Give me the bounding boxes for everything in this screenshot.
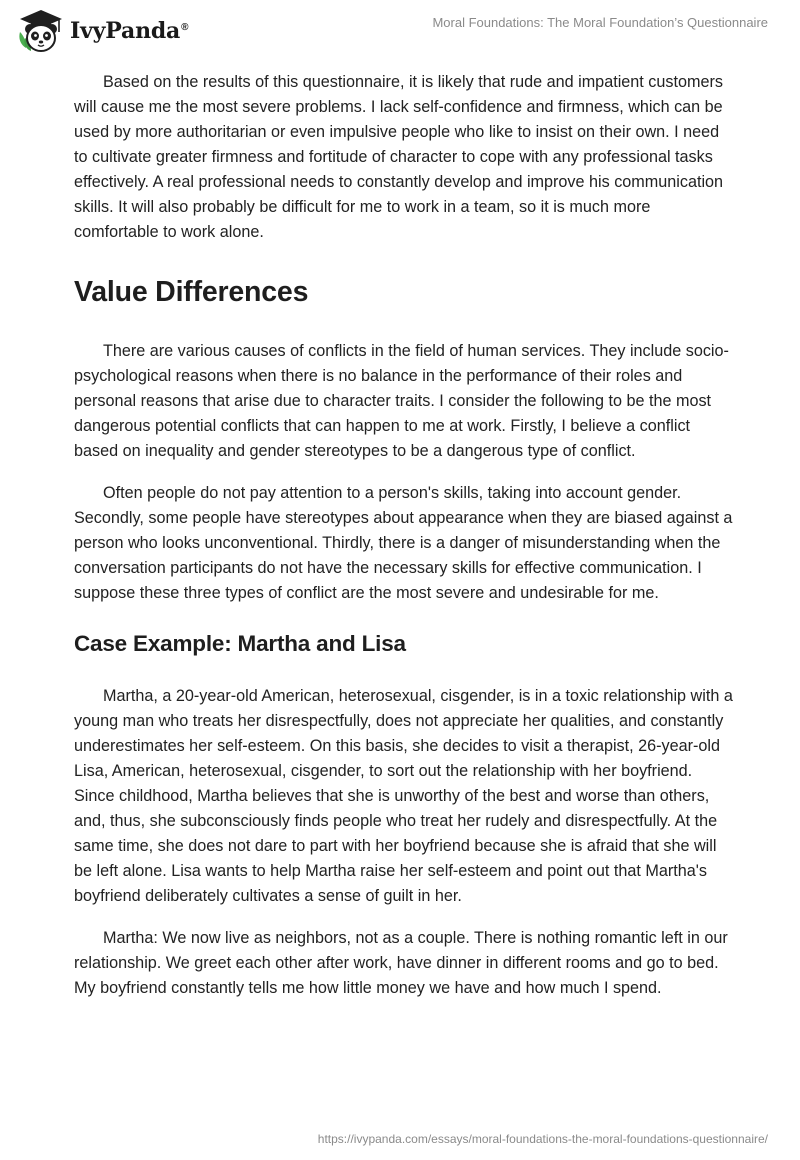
brand-name-text: IvyPanda — [70, 18, 181, 44]
source-url[interactable]: https://ivypanda.com/essays/moral-foundations-the-moral-foundations-questionnaire/ — [317, 1132, 768, 1146]
registered-mark: ® — [181, 21, 189, 33]
document-title: Moral Foundations: The Moral Foundation’s Questionnaire — [432, 15, 768, 30]
heading-value-differences: Value Differences — [74, 276, 309, 308]
article-body — [74, 70, 734, 1001]
heading-case-example: Case Example: Martha and Lisa — [74, 631, 406, 656]
page-header — [0, 0, 800, 60]
paragraph-questionnaire-results: Based on the results of this questionnaire, it is likely that rude and impatient customers will cause me the most severe problems. I lack self-confidence and firmness, which can be used by more authoritarian or even impulsive people who like to insist on their own. I need to cultivate greater firmness and fortitude of character to cope with any professional tasks effectively. A real professional needs to constantly develop and improve his communication skills. It will also probably be difficult for me to work in a team, so it is much more comfortable to work alone. — [74, 73, 724, 241]
panda-graduate-icon — [16, 8, 66, 54]
paragraph-conflict-causes: There are various causes of conflicts in the field of human services. They include socio-psychological reasons when there is no balance in the performance of their roles and personal reasons that arise due to character traits. I consider the following to be the most dangerous potential conflicts that can happen to me at work. Firstly, I believe a conflict based on inequality and gender stereotypes to be a dangerous type of conflict. — [74, 342, 729, 460]
paragraph-case-description: Martha, a 20-year-old American, heterosexual, cisgender, is in a toxic relationship with a young man who treats her disrespectfully, does not appreciate her qualities, and constantly underestimates her self-esteem. On this basis, she decides to visit a therapist, 26-year-old Lisa, American, heterosexual, cisgender, to sort out the relationship with her boyfriend. Since childhood, Martha believes that she is unworthy of the best and worse than others, and, thus, she subconsciously finds people who treat her rudely and disrespectfully. At the same time, she does not dare to part with her boyfriend because she is afraid that she will be left alone. Lisa wants to help Martha raise her self-esteem and point out that Martha's boyfriend deliberately cultivates a sense of guilt in her. — [74, 687, 733, 905]
paragraph-stereotypes: Often people do not pay attention to a person's skills, taking into account gender. Secondly, some people have stereotypes about appearance when they are biased against a person who looks unconventional. Thirdly, there is a danger of misunderstanding when the conversation participants do not have the necessary skills for effective communication. I suppose these three types of conflict are the most severe and undesirable for me. — [74, 484, 733, 602]
ivypanda-logo[interactable] — [16, 8, 188, 54]
brand-name — [70, 18, 188, 44]
paragraph-martha-dialogue: Martha: We now live as neighbors, not as a couple. There is nothing romantic left in our relationship. We greet each other after work, have dinner in different rooms and go to bed. My boyfriend constantly tells me how little money we have and how much I spend. — [74, 929, 728, 997]
